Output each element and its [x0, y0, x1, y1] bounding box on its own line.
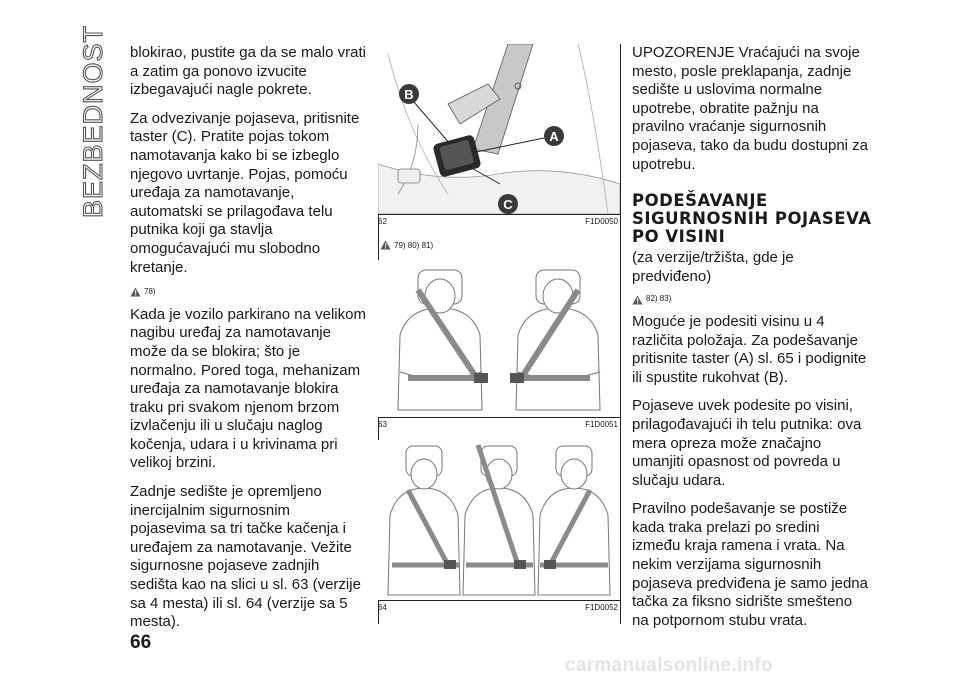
- warning-reference: 79) 80) 81): [380, 240, 433, 250]
- figure-code: F1D0051: [585, 420, 618, 429]
- text-column-1: [130, 44, 368, 642]
- page-number: 66: [130, 632, 152, 653]
- figure-number: 64: [378, 603, 387, 612]
- paragraph: UPOZORENJE Vraćajući na svoje mesto, posle preklapanja, zadnje sedište u uslovima normalne upotrebe, obratite pažnju na pravilno vraćanje sigurnosnih pojaseva, tako da budu dostupni za upotrebu.: [632, 44, 869, 173]
- figure-62-illustration: [378, 44, 620, 214]
- figure-62-caption: [378, 214, 620, 229]
- subheading: (za verzije/tržišta, gde je predviđeno): [632, 249, 794, 285]
- label-b: B: [404, 87, 414, 102]
- paragraph: Pojaseve uvek podesite po visini, prilagođavajući ih telu putnika: ova mera opreza može značajno umanjiti opasnost od povreda u slučaju udara.: [632, 397, 862, 489]
- paragraph: Kada je vozilo parkirano na velikom nagibu uređaj za namotavanje može da se blokira; što je normalno. Pored toga, mehanizam uređaja za namotavanje blokira traku pri svakom njenom brzom izvlačenju ili u slučaju naglog kočenja, udara i u krivinama pri velikoj brzini.: [130, 305, 366, 472]
- section-heading: PODEŠAVANJE SIGURNOSNIH POJASEVA PO VISINI: [632, 191, 872, 247]
- paragraph: Za odvezivanje pojaseva, pritisnite taster (C). Pratite pojas tokom namotavanja kako bi se izbeglo njegovo uvrtanje. Pojas, pomoću uređaja za namotavanje, automatski se prilagođava telu putnika koji ga stavlja omogućavajući mu slobodno kretanje.: [130, 109, 360, 276]
- warning-icon: [380, 240, 391, 250]
- footer-watermark: carmanualsonline.info: [565, 655, 773, 676]
- figure-64-caption: [378, 600, 620, 615]
- paragraph: blokirao, pustite ga da se malo vrati a zatim ga ponovo izvucite izbegavajući nagle pokrete.: [130, 44, 366, 99]
- warning-reference: 78): [130, 283, 368, 302]
- figure-number: 63: [378, 420, 387, 429]
- figure-63-caption: [378, 417, 620, 432]
- label-a: A: [549, 129, 559, 144]
- paragraph: Pravilno podešavanje se postiže kada traka prelazi po sredini između kraja ramena i vrata. Na nekim verzijama sigurnosnih pojaseva predviđena je samo jedna tačka za fiksno sidrište smešteno na potpornom stubu vrata.: [632, 500, 868, 629]
- figure-number: 62: [378, 217, 387, 226]
- paragraph: Moguće je podesiti visinu u 4 različita položaja. Za podešavanje pritisnite taster (A) sl. 65 i podignite ili spustite rukohvat (B).: [632, 312, 867, 386]
- paragraph: Zadnje sedište je opremljeno inercijalnim sigurnosnim pojasevima sa tri tačke kačenja i uređajem za namotavanje. Vežite sigurnosne pojaseve zadnjih sedišta kao na slici u sl. 63 (verzije sa 4 mesta) ili sl. 64 (verzije sa 5 mesta).: [130, 483, 361, 631]
- figure-code: F1D0050: [585, 217, 618, 226]
- figure-code: F1D0052: [585, 603, 618, 612]
- warning-icon: [130, 287, 141, 297]
- warning-reference: 82) 83): [632, 290, 872, 309]
- column-divider-right: [620, 44, 621, 624]
- figure-64-illustration: [378, 440, 620, 600]
- figure-63-illustration: [378, 260, 620, 417]
- section-title: BEZBEDNOST: [78, 24, 108, 218]
- label-c: C: [503, 197, 513, 212]
- warning-icon: [632, 295, 643, 305]
- text-column-3: [632, 44, 872, 640]
